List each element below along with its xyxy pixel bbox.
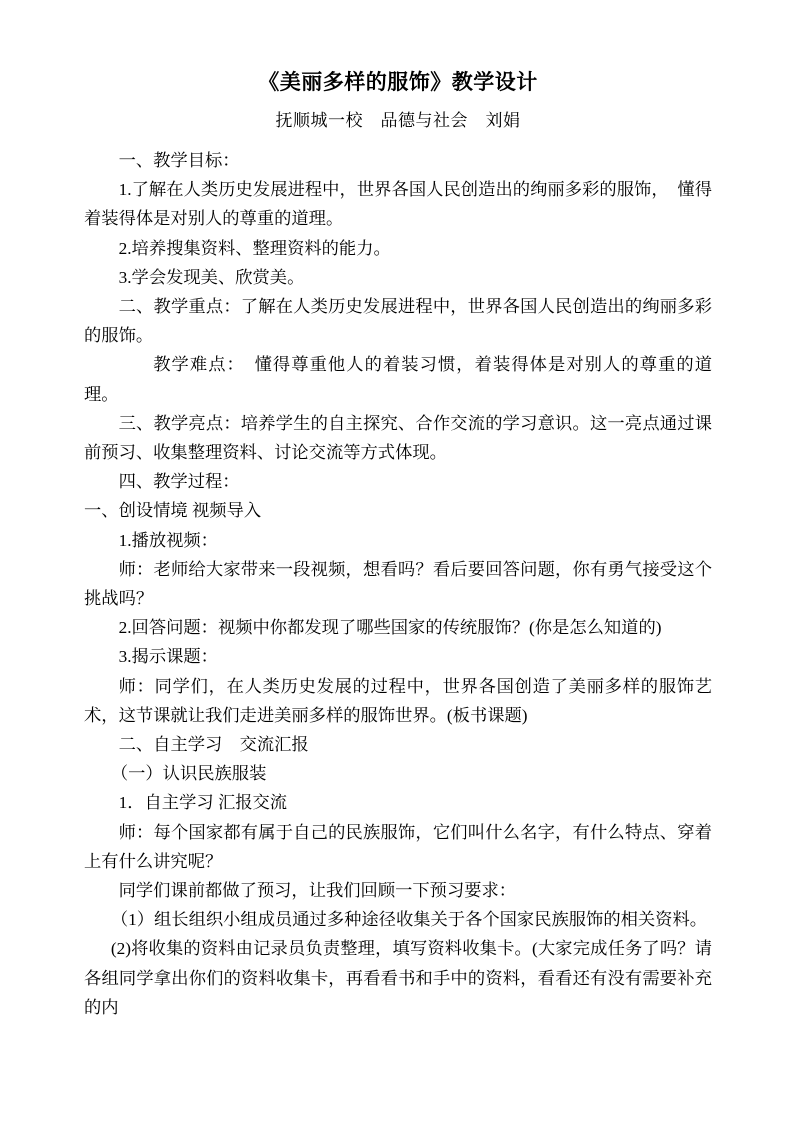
document-paragraph: 1.播放视频： bbox=[118, 530, 218, 550]
document-paragraph: 二、自主学习 交流汇报 bbox=[118, 735, 309, 755]
document-paragraph: 1.了解在人类历史发展进程中，世界各国人民创造出的绚丽多彩的服饰， 懂得着装得体是对别人的尊重的道理。 bbox=[84, 180, 712, 229]
document-paragraph: 一、创设情境 视频导入 bbox=[84, 501, 262, 521]
document-paragraph: 一、教学目标： bbox=[118, 151, 240, 170]
document-paragraph: 2.培养搜集资料、整理资料的能力。 bbox=[118, 238, 391, 258]
document-paragraph: 四、教学过程： bbox=[118, 472, 240, 492]
document-content bbox=[84, 62, 712, 1022]
document-subtitle: 抚顺城一校 品德与社会 刘娟 bbox=[275, 111, 521, 130]
document-paragraph: 三、教学亮点：培养学生的自主探究、合作交流的学习意识。这一亮点通过课前预习、收集整理资料、讨论交流等方式体现。 bbox=[84, 413, 712, 463]
document-paragraph: （一）认识民族服装 bbox=[110, 764, 267, 784]
document-paragraph: 3.揭示课题： bbox=[118, 647, 218, 667]
document-paragraph: （1）组长组织小组成员通过多种途径收集关于各个国家民族服饰的相关资料。 bbox=[110, 910, 708, 930]
document-body bbox=[84, 146, 712, 1022]
document-paragraph: 3.学会发现美、欣赏美。 bbox=[118, 267, 305, 287]
document-paragraph: 1．自主学习 汇报交流 bbox=[118, 793, 288, 813]
document-title: 《美丽多样的服饰》教学设计 bbox=[258, 70, 538, 94]
document-paragraph: 2.回答问题：视频中你都发现了哪些国家的传统服饰？(你是怎么知道的) bbox=[118, 618, 662, 638]
document-paragraph: (2)将收集的资料由记录员负责整理，填写资料收集卡。(大家完成任务了吗？请各组同学拿出你们的资料收集卡，再看看书和手中的资料，看看还有没有需要补充的内 bbox=[84, 939, 712, 1017]
document-paragraph: 同学们课前都做了预习，让我们回顾一下预习要求： bbox=[118, 881, 517, 901]
document-paragraph: 师：每个国家都有属于自己的民族服饰，它们叫什么名字，有什么特点、穿着上有什么讲究呢？ bbox=[84, 822, 712, 871]
document-paragraph: 师：同学们，在人类历史发展的过程中，世界各国创造了美丽多样的服饰艺术，这节课就让我们走进美丽多样的服饰世界。(板书课题) bbox=[84, 676, 712, 725]
document-paragraph: 师：老师给大家带来一段视频，想看吗？看后要回答问题，你有勇气接受这个挑战吗？ bbox=[84, 559, 712, 609]
document-paragraph: 教学难点： 懂得尊重他人的着装习惯，着装得体是对别人的尊重的道理。 bbox=[84, 355, 712, 404]
document-paragraph: 二、教学重点：了解在人类历史发展进程中，世界各国人民创造出的绚丽多彩的服饰。 bbox=[84, 297, 712, 346]
